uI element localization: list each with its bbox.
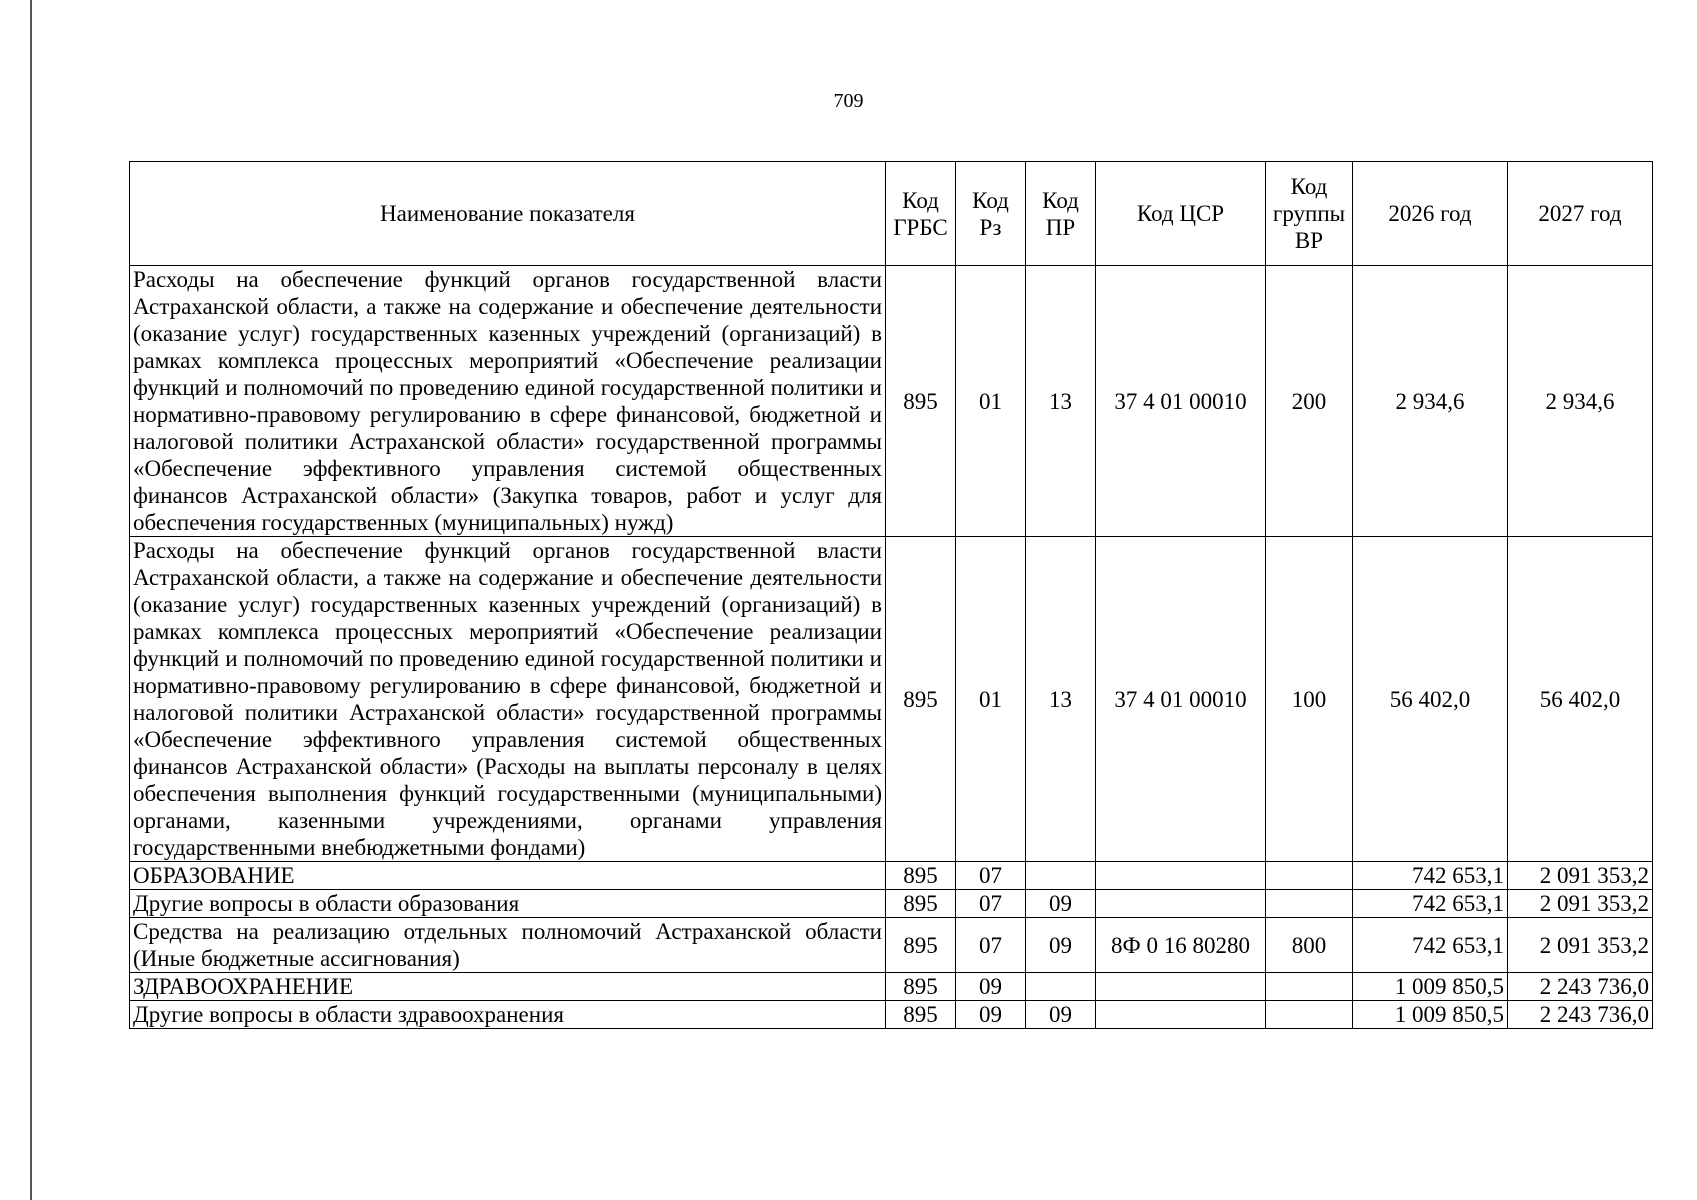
row-2027: 56 402,0	[1508, 537, 1653, 862]
page-number: 709	[833, 90, 864, 112]
row-2027: 2 243 736,0	[1508, 1001, 1653, 1029]
row-name: Другие вопросы в области здравоохранения	[130, 1001, 886, 1029]
row-name: Другие вопросы в области образования	[130, 890, 886, 918]
row-2026: 1 009 850,5	[1353, 1001, 1508, 1029]
table-row	[130, 537, 1653, 862]
header-name: Наименование показателя	[130, 162, 886, 266]
row-pr	[1026, 973, 1096, 1001]
row-grbs: 895	[886, 890, 956, 918]
row-2026: 742 653,1	[1353, 890, 1508, 918]
row-pr: 13	[1026, 537, 1096, 862]
row-2026: 742 653,1	[1353, 918, 1508, 973]
table-row	[130, 890, 1653, 918]
row-csr	[1096, 1001, 1266, 1029]
row-rz: 01	[956, 537, 1026, 862]
binding-margin-line	[30, 0, 32, 1200]
row-2026: 56 402,0	[1353, 537, 1508, 862]
row-grbs: 895	[886, 266, 956, 537]
header-grbs: Код ГРБС	[886, 162, 956, 266]
row-name: ЗДРАВООХРАНЕНИЕ	[130, 973, 886, 1001]
row-name: Расходы на обеспечение функций органов государственной власти Астраханской области, а также на содержание и обеспечение деятельности (оказание услуг) государственных казенных учреждений (организаций) в рамках комплекса процессных мероприятий «Обеспечение реализации функций и полномочий по проведению единой государственной политики и нормативно-правовому регулированию в сфере финансовой, бюджетной и налоговой политики Астраханской области» государственной программы «Обеспечение эффективного управления системой общественных финансов Астраханской области» (Расходы на выплаты персоналу в целях обеспечения выполнения функций государственными (муниципальными) органами, казенными учреждениями, органами управления государственными внебюджетными фондами)	[130, 537, 886, 862]
row-pr: 09	[1026, 1001, 1096, 1029]
table-row	[130, 918, 1653, 973]
row-grbs: 895	[886, 918, 956, 973]
row-csr: 37 4 01 00010	[1096, 266, 1266, 537]
row-rz: 07	[956, 918, 1026, 973]
budget-table	[129, 161, 1653, 1029]
row-vr	[1266, 973, 1353, 1001]
row-rz: 01	[956, 266, 1026, 537]
row-rz: 09	[956, 1001, 1026, 1029]
row-csr	[1096, 862, 1266, 890]
row-name: Расходы на обеспечение функций органов государственной власти Астраханской области, а также на содержание и обеспечение деятельности (оказание услуг) государственных казенных учреждений (организаций) в рамках комплекса процессных мероприятий «Обеспечение реализации функций и полномочий по проведению единой государственной политики и нормативно-правовому регулированию в сфере финансовой, бюджетной и налоговой политики Астраханской области» государственной программы «Обеспечение эффективного управления системой общественных финансов Астраханской области» (Закупка товаров, работ и услуг для обеспечения государственных (муниципальных) нужд)	[130, 266, 886, 537]
header-pr: Код ПР	[1026, 162, 1096, 266]
row-rz: 09	[956, 973, 1026, 1001]
row-vr	[1266, 1001, 1353, 1029]
row-2027: 2 091 353,2	[1508, 890, 1653, 918]
row-csr: 8Ф 0 16 80280	[1096, 918, 1266, 973]
row-vr	[1266, 890, 1353, 918]
row-2027: 2 091 353,2	[1508, 862, 1653, 890]
header-vr: Код группы ВР	[1266, 162, 1353, 266]
row-pr	[1026, 862, 1096, 890]
row-grbs: 895	[886, 1001, 956, 1029]
row-rz: 07	[956, 890, 1026, 918]
row-2027: 2 934,6	[1508, 266, 1653, 537]
row-grbs: 895	[886, 862, 956, 890]
row-2027: 2 243 736,0	[1508, 973, 1653, 1001]
table-row	[130, 266, 1653, 537]
header-rz: Код Рз	[956, 162, 1026, 266]
row-csr	[1096, 973, 1266, 1001]
row-2026: 1 009 850,5	[1353, 973, 1508, 1001]
header-csr: Код ЦСР	[1096, 162, 1266, 266]
row-grbs: 895	[886, 537, 956, 862]
row-2027: 2 091 353,2	[1508, 918, 1653, 973]
table-row	[130, 973, 1653, 1001]
header-2026: 2026 год	[1353, 162, 1508, 266]
row-csr	[1096, 890, 1266, 918]
header-2027: 2027 год	[1508, 162, 1653, 266]
row-vr: 200	[1266, 266, 1353, 537]
row-pr: 09	[1026, 890, 1096, 918]
row-rz: 07	[956, 862, 1026, 890]
row-pr: 09	[1026, 918, 1096, 973]
row-name: ОБРАЗОВАНИЕ	[130, 862, 886, 890]
row-2026: 2 934,6	[1353, 266, 1508, 537]
table-row	[130, 862, 1653, 890]
table-row	[130, 1001, 1653, 1029]
row-vr: 800	[1266, 918, 1353, 973]
row-pr: 13	[1026, 266, 1096, 537]
row-2026: 742 653,1	[1353, 862, 1508, 890]
row-vr: 100	[1266, 537, 1353, 862]
row-grbs: 895	[886, 973, 956, 1001]
row-name: Средства на реализацию отдельных полномочий Астраханской области (Иные бюджетные ассигнования)	[130, 918, 886, 973]
row-csr: 37 4 01 00010	[1096, 537, 1266, 862]
header-row	[130, 162, 1653, 266]
row-vr	[1266, 862, 1353, 890]
